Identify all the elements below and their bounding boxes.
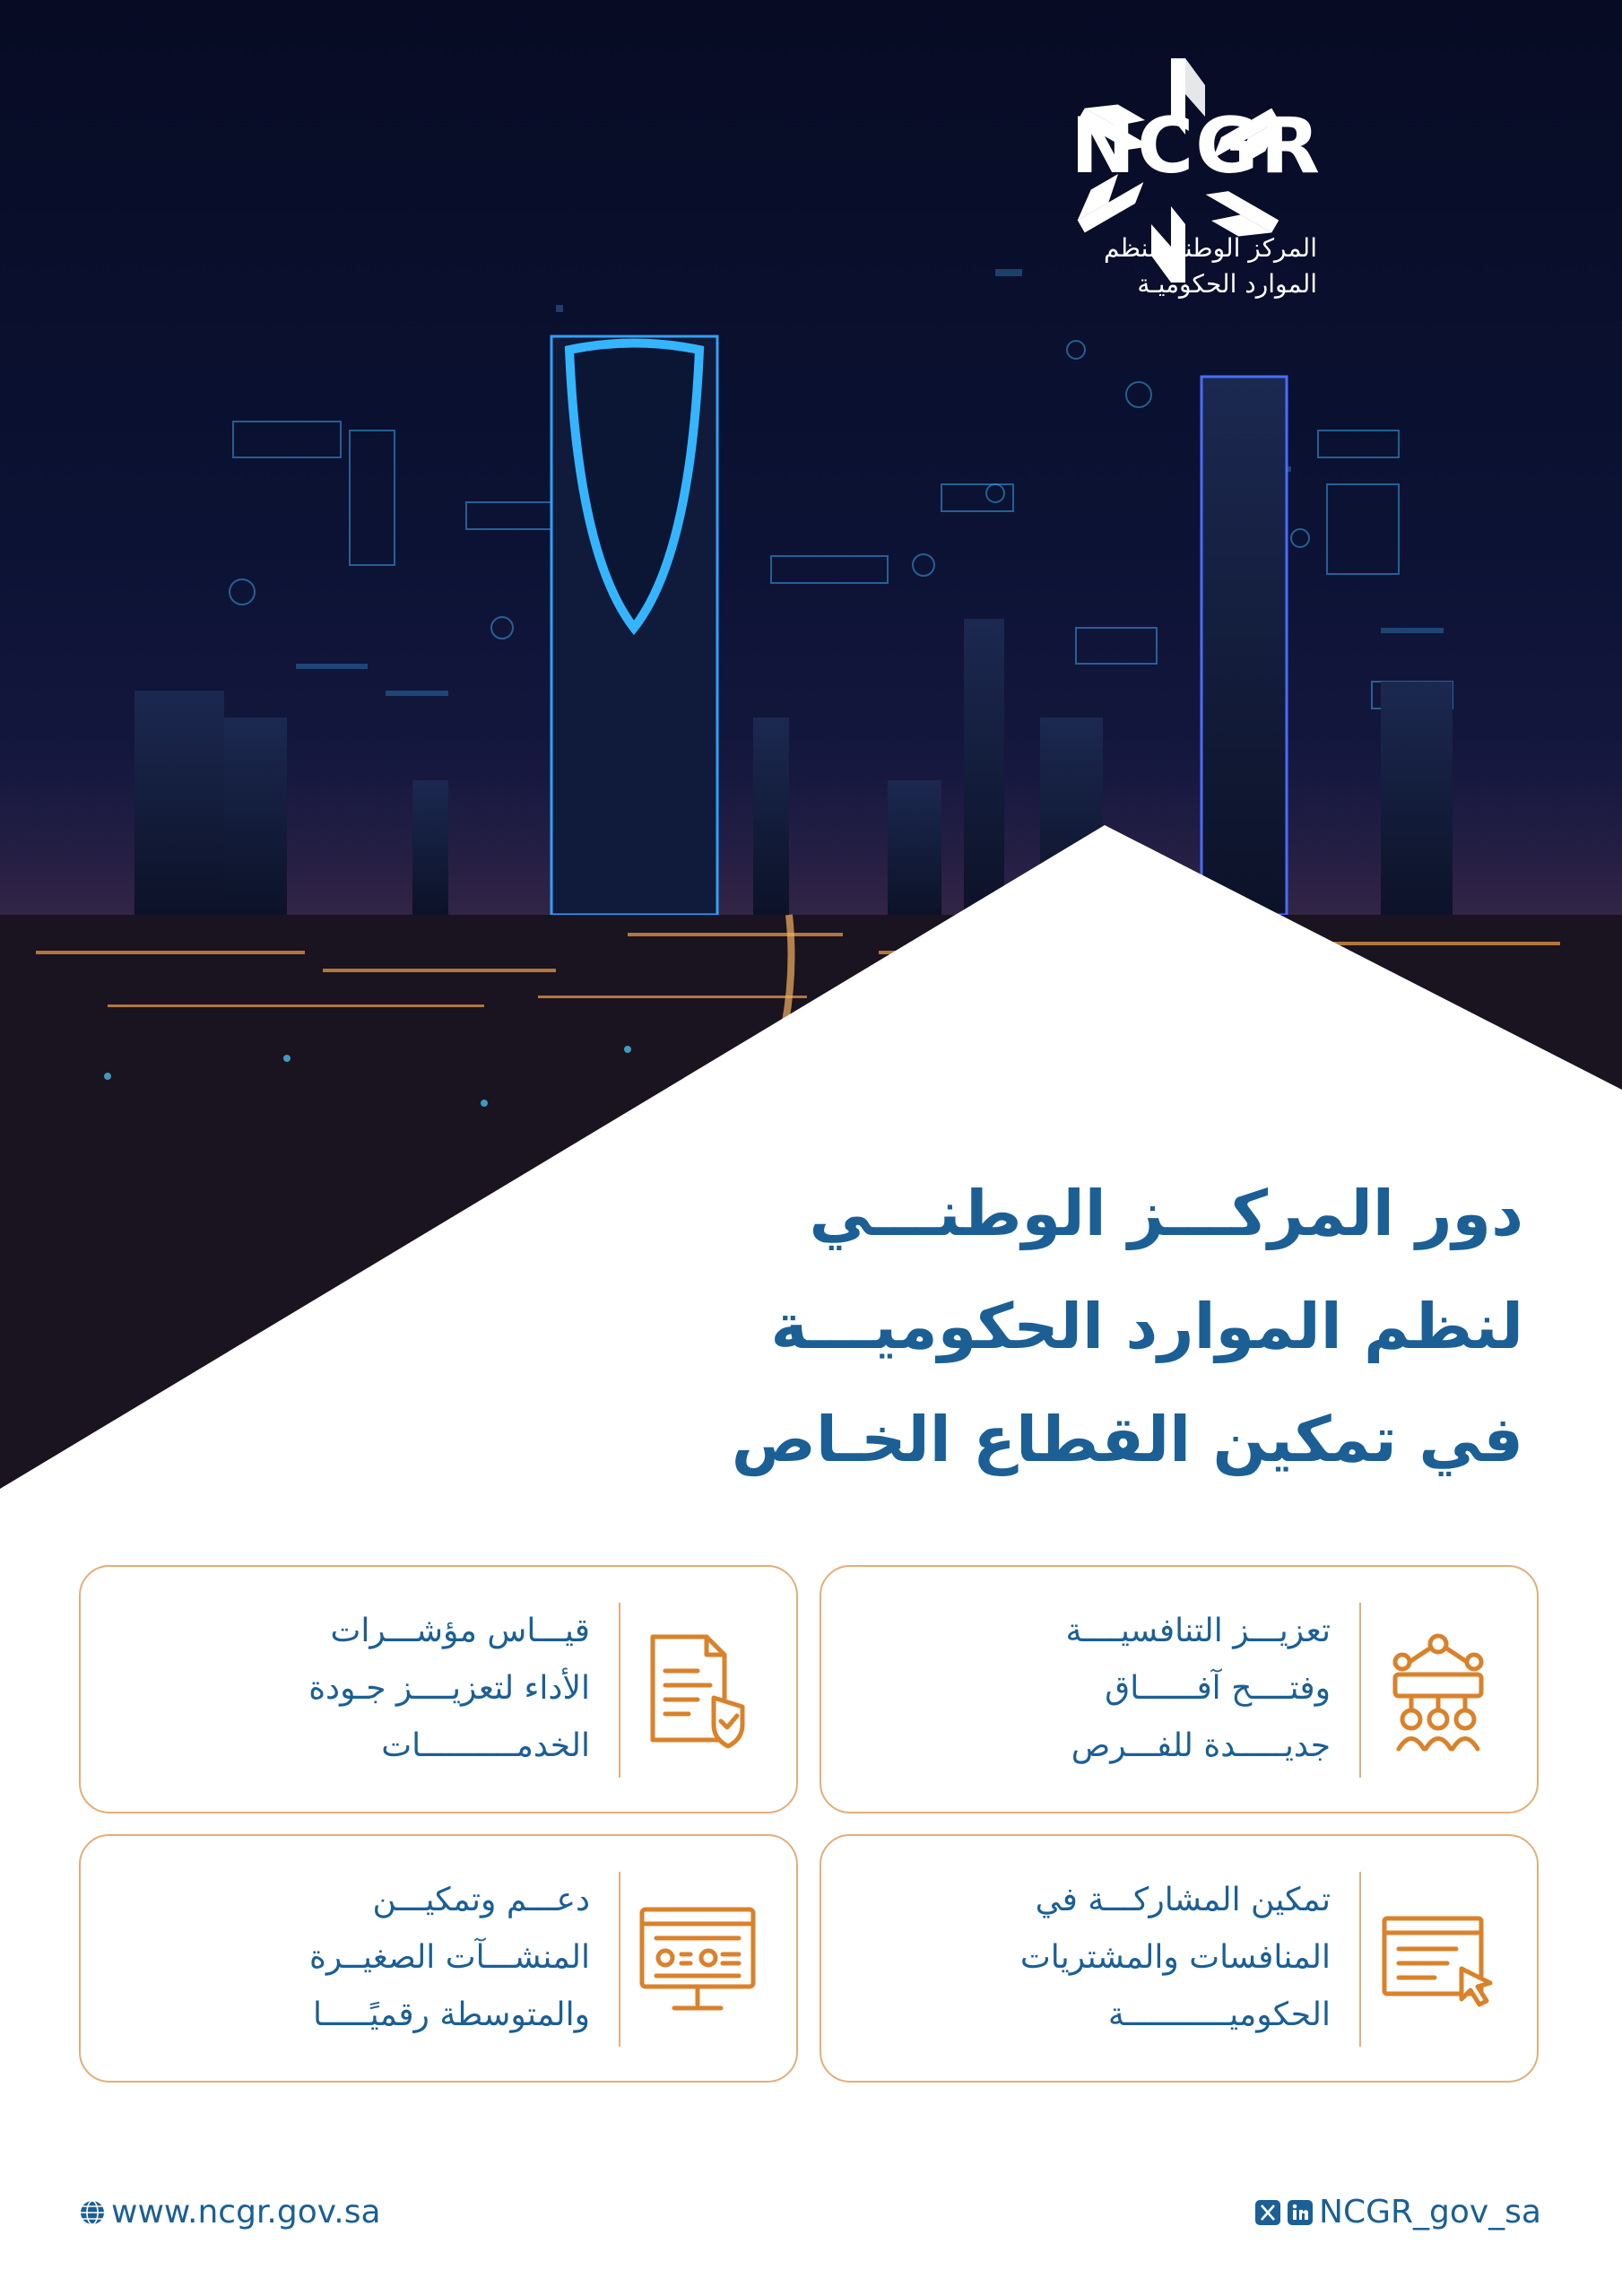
x-icon[interactable] [1254,2199,1281,2226]
card-line: الأداء لتعزيــــز جـودة [308,1670,590,1707]
card-line: الحكوميـــــــــــة [1107,1996,1331,2033]
card-sme [79,1834,798,2083]
card-divider [1359,1872,1361,2047]
footer-social[interactable] [1254,2194,1541,2231]
card-line: المنافسات والمشتريات [1019,1939,1331,1976]
card-line: الخدمــــــــــات [381,1727,590,1764]
card-text [1065,1603,1331,1775]
linkedin-icon[interactable] [1287,2199,1314,2226]
form-cursor-icon [1375,1897,1501,2022]
headline-line3: في تمكين القطاع الخـاص [731,1403,1523,1476]
brand-name-line1: المركز الوطني لنظم [1104,233,1317,263]
card-performance [79,1565,798,1813]
card-line: قيـــاس مؤشـــرات [330,1613,590,1649]
document-check-icon [635,1628,760,1753]
card-text [308,1603,590,1775]
card-line: دعـــم وتمكيـــن [372,1882,590,1918]
website-link[interactable]: www.ncgr.gov.sa [111,2194,381,2231]
card-text [1020,1872,1331,2044]
network-people-icon [1375,1628,1501,1753]
card-line: المنشـــآت الصغيــرة [309,1939,590,1976]
headline-line2: لنظم الموارد الحكوميـــة [770,1290,1523,1363]
globe-icon [79,2199,106,2226]
brand-acronym: NCGR [1071,101,1322,191]
card-divider [1359,1603,1361,1778]
card-divider [619,1603,620,1778]
headline-line1: دور المركـــز الوطنـــي [809,1177,1523,1250]
monitor-dashboard-icon [635,1897,760,2022]
brand-header [1071,54,1541,299]
footer-website[interactable] [79,2194,381,2231]
social-handle[interactable]: NCGR_gov_sa [1319,2194,1541,2231]
headline [627,1157,1523,1496]
card-competitiveness [820,1565,1539,1813]
card-line: تعزيـــز التنافسيــــة [1065,1613,1331,1649]
card-procurement [820,1834,1539,2083]
card-line: جديـــــدة للفـــرص [1071,1727,1331,1764]
card-divider [619,1872,620,2047]
card-line: والمتوسطة رقميًـــــا [312,1996,590,2033]
brand-name-line2: الموارد الحكوميـة [1137,269,1317,299]
card-text [309,1872,590,2044]
card-line: تمكين المشاركـــة في [1035,1882,1331,1918]
card-line: وفتــــح آفــــــاق [1105,1670,1331,1707]
